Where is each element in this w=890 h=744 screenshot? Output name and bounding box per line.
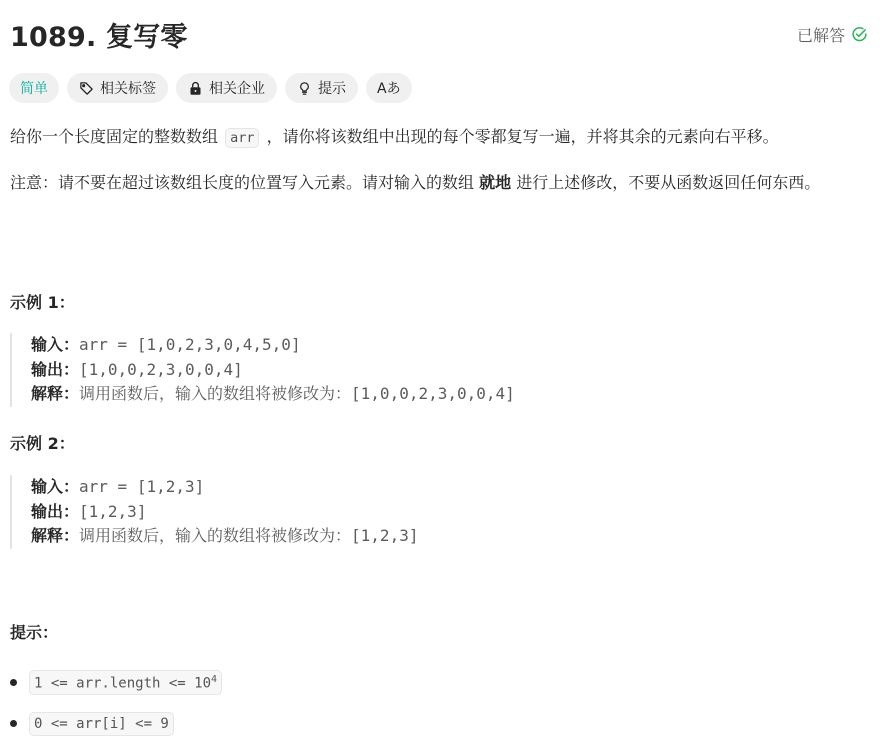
difficulty-label: 简单: [20, 81, 48, 97]
hints-button[interactable]: [285, 73, 358, 103]
translate-button[interactable]: [366, 73, 412, 103]
example-1-block: [10, 333, 631, 407]
input-label: 输入：: [31, 335, 80, 354]
note-bold: 就地: [479, 173, 512, 192]
example-2-block: [10, 475, 631, 549]
output-label: 输出：: [31, 501, 80, 521]
description-text: ，请你将该数组中出现的每个零都复写一遍，并将其余的元素向右平移。: [261, 127, 779, 146]
constraints-list: [10, 662, 222, 744]
solved-label: 已解答: [796, 25, 845, 45]
description-text: 给你一个长度固定的整数数组: [10, 127, 224, 146]
translate-icon: Aあ: [377, 81, 401, 97]
related-companies-label: 相关企业: [209, 81, 265, 97]
list-item: [10, 703, 222, 744]
hints-label: 提示: [318, 81, 346, 97]
example-1-explanation: [31, 382, 631, 407]
constraint-superscript: 4: [211, 673, 218, 685]
explanation-text: 调用函数后，输入的数组将被修改为：: [79, 526, 352, 545]
related-tags-label: 相关标签: [100, 81, 156, 97]
example-2-input: [31, 475, 631, 500]
explanation-value: [1,2,3]: [351, 526, 419, 545]
example-2-output: [31, 500, 631, 525]
input-label: 输入：: [31, 477, 80, 496]
example-2-heading: 示例 2：: [10, 434, 75, 453]
constraint-text: 1 <= arr.length <= 10: [34, 675, 212, 692]
example-2-explanation: [31, 524, 631, 549]
explanation-label: 解释：: [31, 526, 80, 545]
constraints-heading: 提示：: [10, 623, 59, 642]
difficulty-badge[interactable]: [9, 73, 59, 103]
lightbulb-icon: [297, 81, 312, 96]
input-value: arr = [1,0,2,3,0,4,5,0]: [79, 335, 301, 354]
related-companies-button[interactable]: [176, 73, 277, 103]
tag-icon: [79, 81, 94, 96]
explanation-value: [1,0,0,2,3,0,0,4]: [351, 384, 515, 403]
note-text: 进行上述修改，不要从函数返回任何东西。: [511, 173, 821, 192]
explanation-text: 调用函数后，输入的数组将被修改为：: [79, 384, 352, 403]
example-1-input: [31, 333, 631, 358]
constraint-code: [29, 712, 174, 736]
tag-bar: [9, 73, 412, 103]
bullet-dot: [10, 679, 17, 686]
lock-icon: [188, 81, 203, 96]
explanation-label: 解释：: [31, 384, 80, 403]
example-1-output: [31, 358, 631, 383]
title-row: [10, 14, 868, 54]
constraint-code: [29, 670, 222, 696]
bullet-dot: [10, 720, 17, 727]
list-item: [10, 662, 222, 703]
inline-code: arr: [225, 128, 259, 148]
solved-status: [797, 23, 868, 46]
check-circle-icon: [851, 26, 868, 43]
example-1-heading: 示例 1：: [10, 293, 75, 312]
output-label: 输出：: [31, 359, 80, 379]
problem-title[interactable]: 1089. 复写零: [10, 21, 188, 53]
note-text: 注意：请不要在超过该数组长度的位置写入元素。请对输入的数组: [10, 173, 480, 192]
description-paragraph-2: [10, 169, 850, 196]
constraint-text: 0 <= arr[i] <= 9: [34, 715, 169, 732]
related-tags-button[interactable]: [67, 73, 168, 103]
output-value: [1,0,0,2,3,0,0,4]: [79, 359, 243, 379]
output-value: [1,2,3]: [79, 501, 147, 521]
input-value: arr = [1,2,3]: [79, 477, 205, 496]
description-paragraph-1: [10, 123, 850, 152]
